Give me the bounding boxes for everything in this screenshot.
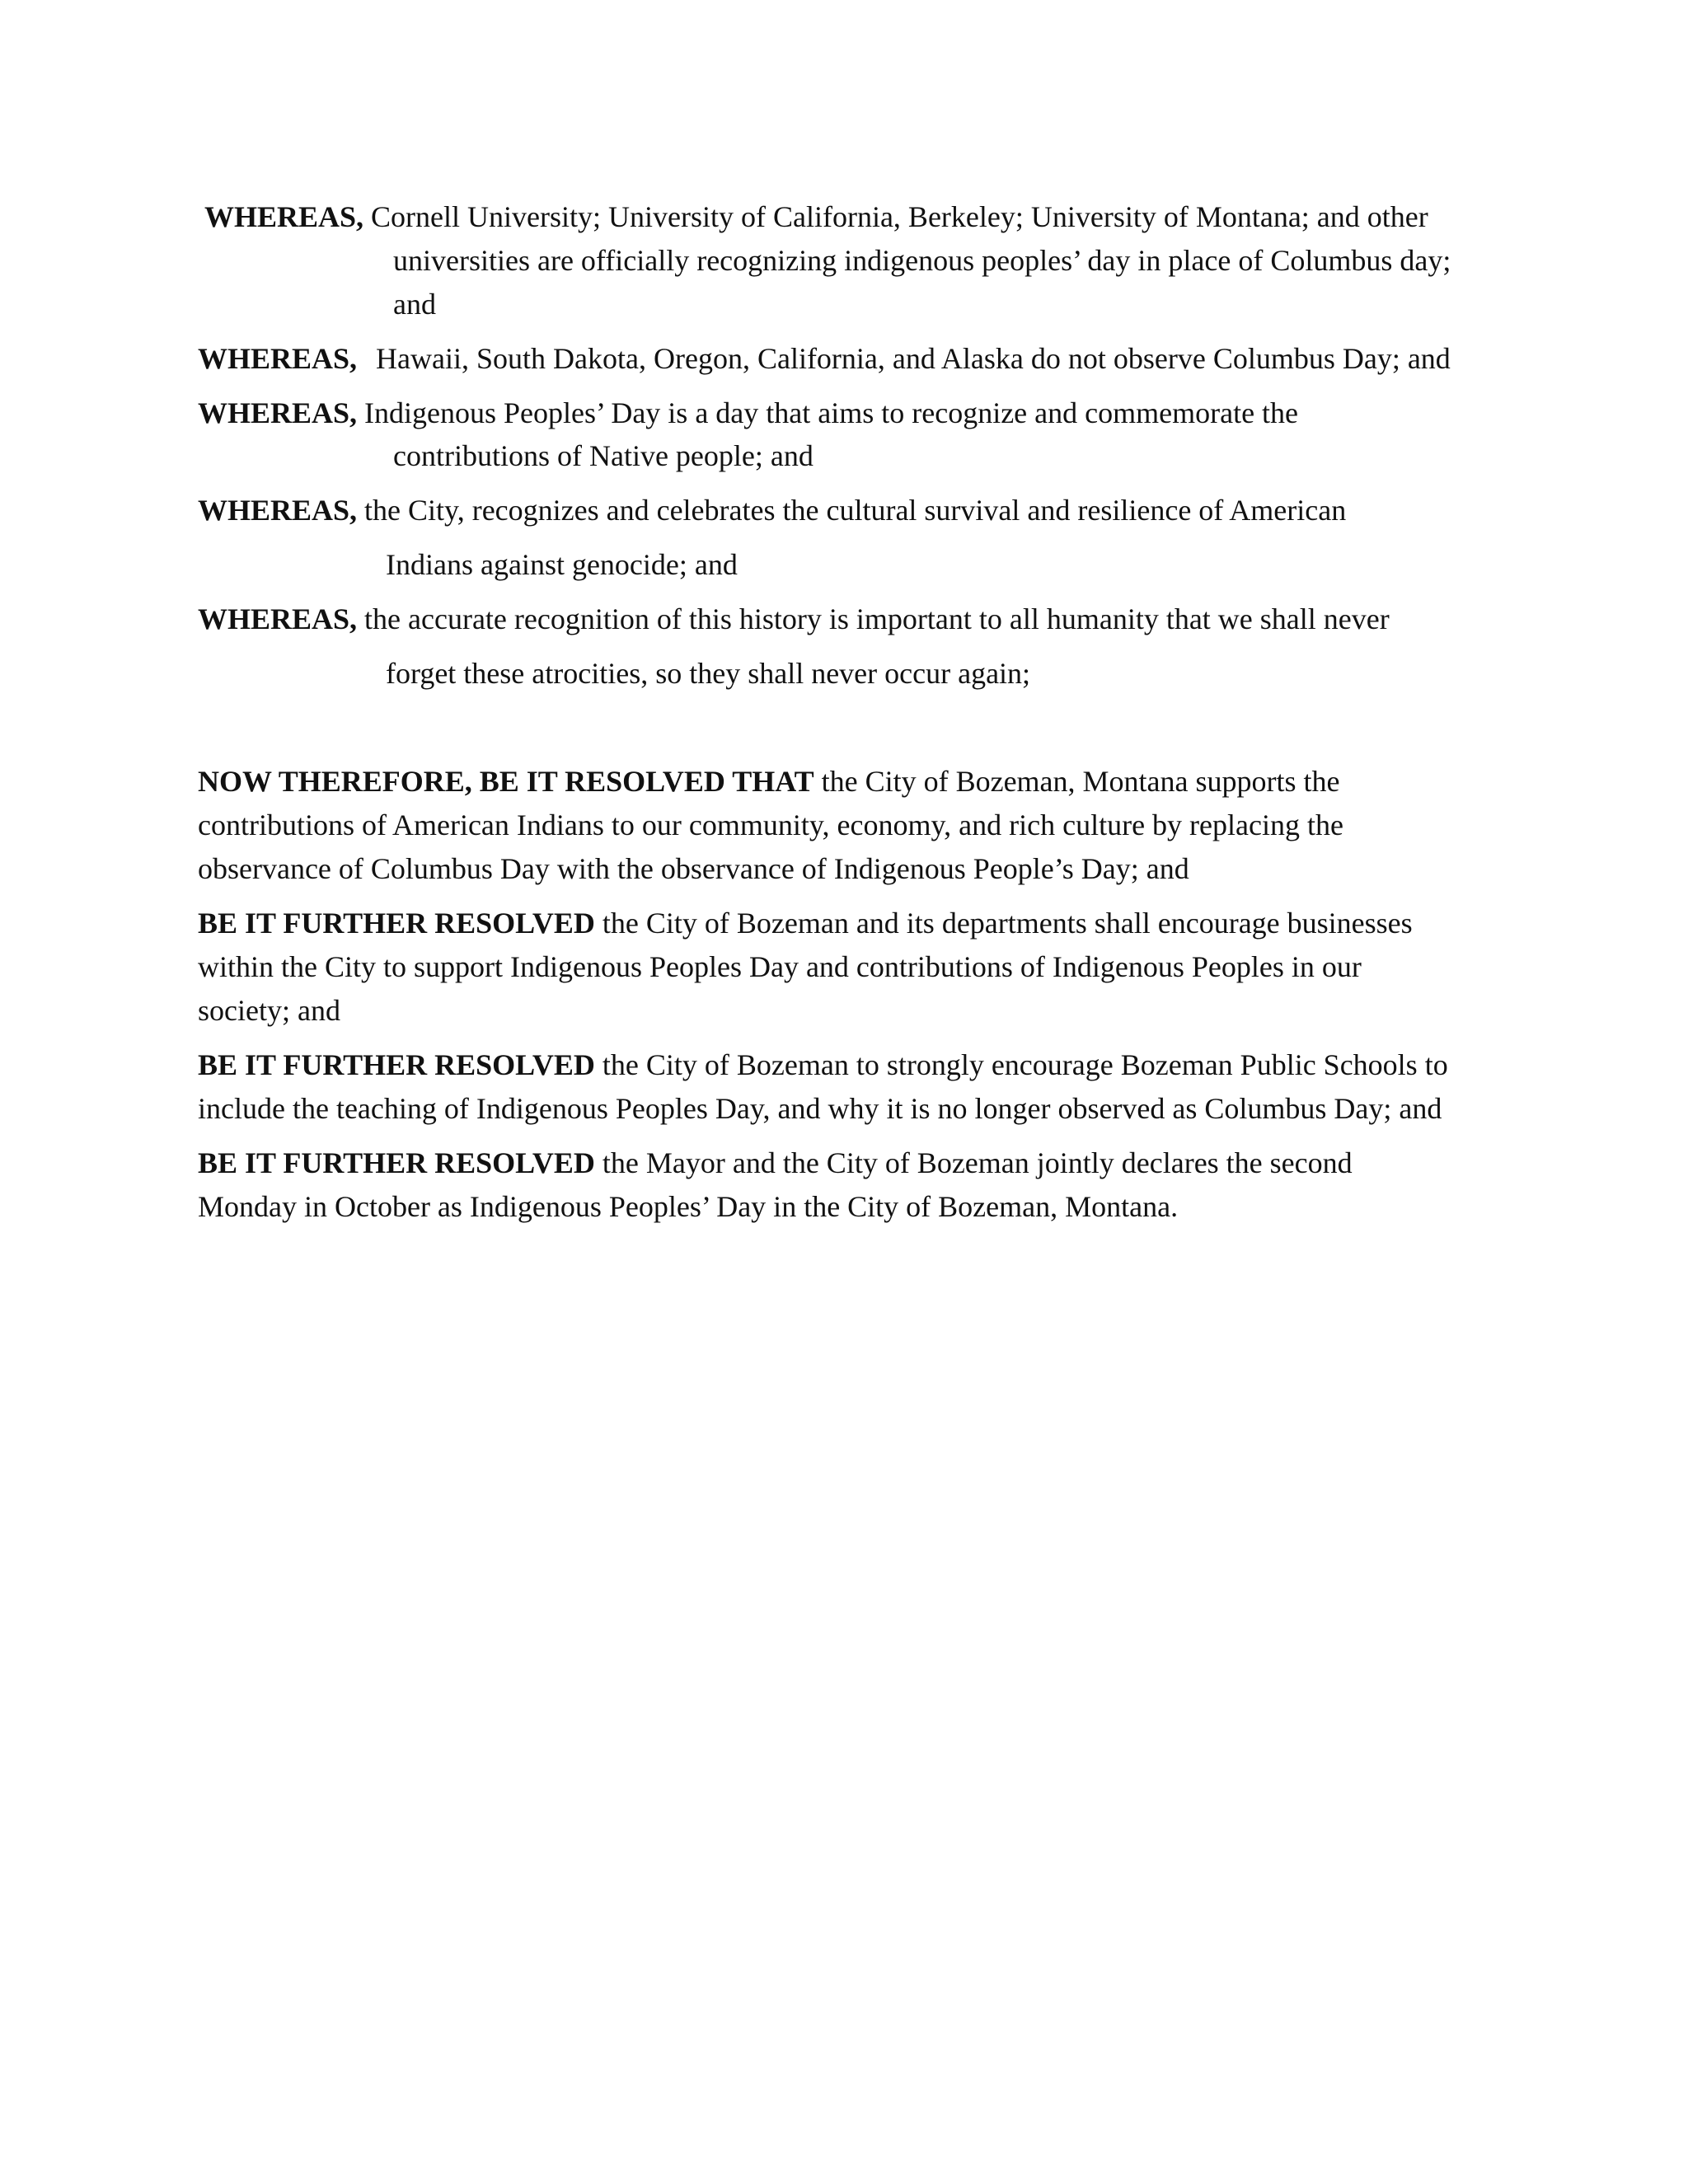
whereas-clause-2-line-1 bbox=[198, 344, 1451, 373]
whereas-clause-3-line-2: contributions of Native people; and bbox=[393, 439, 814, 472]
whereas-clause-1-line-3: and bbox=[393, 288, 436, 321]
clause-text: Indigenous Peoples’ Day is a day that aims to recognize and commemorate the bbox=[364, 396, 1299, 429]
clause-text: the City of Bozeman and its departments shall encourage businesses bbox=[602, 907, 1413, 940]
whereas-clause-5-line-2: forget these atrocities, so they shall never occur again; bbox=[386, 657, 1031, 690]
resolved-clause-1-line-2: contributions of American Indians to our community, economy, and rich culture by replacing the bbox=[198, 808, 1343, 841]
clause-text: the City of Bozeman to strongly encourage Bozeman Public Schools to bbox=[602, 1048, 1448, 1081]
resolved-clause-4-line-2: Monday in October as Indigenous Peoples’ Day in the City of Bozeman, Montana. bbox=[198, 1190, 1179, 1223]
whereas-clause-4-line-1 bbox=[198, 495, 1346, 525]
whereas-clause-4-line-2: Indians against genocide; and bbox=[386, 548, 738, 581]
resolved-keyword: BE IT FURTHER RESOLVED bbox=[198, 907, 595, 940]
whereas-keyword: WHEREAS, bbox=[198, 396, 358, 429]
whereas-clause-1-line-2: universities are officially recognizing indigenous peoples’ day in place of Columbus day; bbox=[393, 244, 1451, 277]
resolved-clause-3-line-1 bbox=[198, 1050, 1448, 1080]
resolved-clause-4-line-1 bbox=[198, 1148, 1353, 1178]
resolved-clause-2-line-3: society; and bbox=[198, 994, 340, 1027]
clause-text: Cornell University; University of California, Berkeley; University of Montana; and other bbox=[371, 200, 1428, 233]
resolved-keyword: BE IT FURTHER RESOLVED bbox=[198, 1146, 595, 1179]
whereas-keyword: WHEREAS, bbox=[198, 602, 358, 635]
whereas-keyword: WHEREAS, bbox=[198, 342, 358, 375]
whereas-clause-1-line-1 bbox=[204, 202, 1428, 232]
whereas-keyword: WHEREAS, bbox=[204, 200, 364, 233]
resolved-clause-2-line-1 bbox=[198, 908, 1413, 938]
whereas-clause-3-line-1 bbox=[198, 398, 1298, 428]
resolved-clause-1-line-3: observance of Columbus Day with the observance of Indigenous People’s Day; and bbox=[198, 852, 1189, 885]
clause-text: the City, recognizes and celebrates the cultural survival and resilience of American bbox=[364, 494, 1347, 527]
resolved-keyword: NOW THEREFORE, BE IT RESOLVED THAT bbox=[198, 765, 814, 798]
resolved-clause-3-line-2: include the teaching of Indigenous Peoples Day, and why it is no longer observed as Columbus Day; and bbox=[198, 1092, 1442, 1125]
resolved-clause-1-line-1 bbox=[198, 766, 1340, 796]
whereas-clause-5-line-1 bbox=[198, 604, 1390, 634]
clause-text: the accurate recognition of this history is important to all humanity that we shall never bbox=[364, 602, 1390, 635]
resolved-keyword: BE IT FURTHER RESOLVED bbox=[198, 1048, 595, 1081]
whereas-keyword: WHEREAS, bbox=[198, 494, 358, 527]
clause-text: Hawaii, South Dakota, Oregon, California, and Alaska do not observe Columbus Day; and bbox=[376, 342, 1451, 375]
clause-text: the City of Bozeman, Montana supports the bbox=[821, 765, 1340, 798]
resolved-clause-2-line-2: within the City to support Indigenous Peoples Day and contributions of Indigenous Peoples in our bbox=[198, 950, 1362, 983]
clause-text: the Mayor and the City of Bozeman jointly declares the second bbox=[602, 1146, 1353, 1179]
